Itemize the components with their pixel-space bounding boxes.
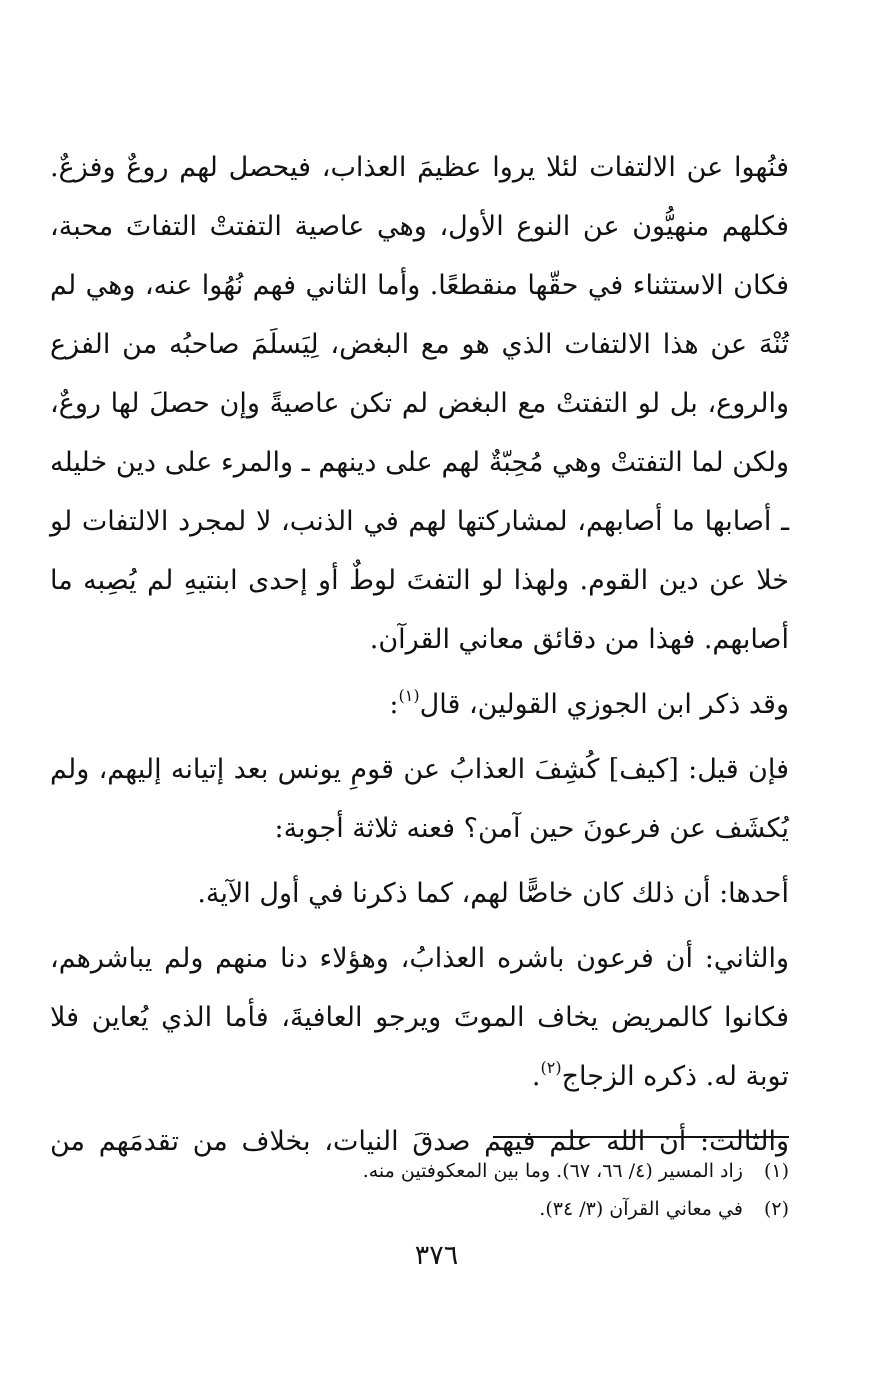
paragraph-5-period: . <box>531 1061 541 1092</box>
footnote-2-number: (٢) <box>763 1198 789 1220</box>
paragraph-2-text: وقد ذكر ابن الجوزي القولين، قال <box>419 689 789 720</box>
footnote-ref-1[interactable]: (١) <box>398 686 420 705</box>
page-number: ٣٧٦ <box>414 1240 459 1271</box>
paragraph-3: فإن قيل: [كيف] كُشِفَ العذابُ عن قومِ يونس بعد إتيانه إليهم، ولم يُكشَف عن فرعونَ حين آمن؟ فعنه ثلاثة أجوبة: <box>50 754 789 844</box>
paragraph-2-colon: : <box>389 689 399 720</box>
footnote-1-text: زاد المسير (٤/ ٦٦، ٦٧). وما بين المعكوفتين منه. <box>362 1160 743 1182</box>
footnote-1 <box>50 1152 789 1190</box>
paragraph-5-text: والثاني: أن فرعون باشره العذابُ، وهؤلاء دنا منهم ولم يباشرهم، فكانوا كالمريض يخاف الموتَ ويرجو العافيةَ، فأما الذي يُعاين فلا توبة له. ذكره الزجاج <box>50 943 789 1092</box>
footnote-ref-2[interactable]: (٢) <box>540 1058 562 1077</box>
footnote-2-text: في معاني القرآن (٣/ ٣٤). <box>539 1198 743 1220</box>
main-text <box>50 138 789 1171</box>
paragraph-4: أحدها: أن ذلك كان خاصًّا لهم، كما ذكرنا في أول الآية. <box>197 878 789 909</box>
footnote-divider <box>493 1136 789 1138</box>
paragraph-1: فنُهوا عن الالتفات لئلا يروا عظيمَ العذاب، فيحصل لهم روعٌ وفزعٌ. فكلهم منهيُّون عن النوع الأول، وهي عاصية التفتتْ التفاتَ محبة، فكان الاستثناء في حقّها منقطعًا. وأما الثاني فهم نُهُوا عنه، وهي لم تُنْهَ عن هذا الالتفات الذي هو مع البغض، لِيَسلَمَ صاحبُه من الفزع والروع، بل لو التفتتْ مع البغض لم تكن عاصيةً وإن حصلَ لها روعٌ، ولكن لما التفتتْ وهي مُحِبّةٌ لهم على دينهم ـ والمرء على دين خليله ـ أصابها ما أصابهم، لمشاركتها لهم في الذنب، لا لمجرد الالتفات لو خلا عن دين القوم. ولهذا لو التفتَ لوطٌ أو إحدى ابنتيهِ لم يُصِبه ما أصابهم. فهذا من دقائق معاني القرآن. <box>50 152 789 655</box>
paragraph-6: والثالث: أن الله علم فيهم صدقَ النيات، بخلاف من تقدمَهم من <box>50 1126 789 1157</box>
footnotes <box>50 1152 789 1228</box>
paragraph-5 <box>50 929 789 1106</box>
footnote-1-number: (١) <box>763 1160 789 1182</box>
paragraph-2 <box>50 675 789 734</box>
footnote-2 <box>50 1190 789 1228</box>
